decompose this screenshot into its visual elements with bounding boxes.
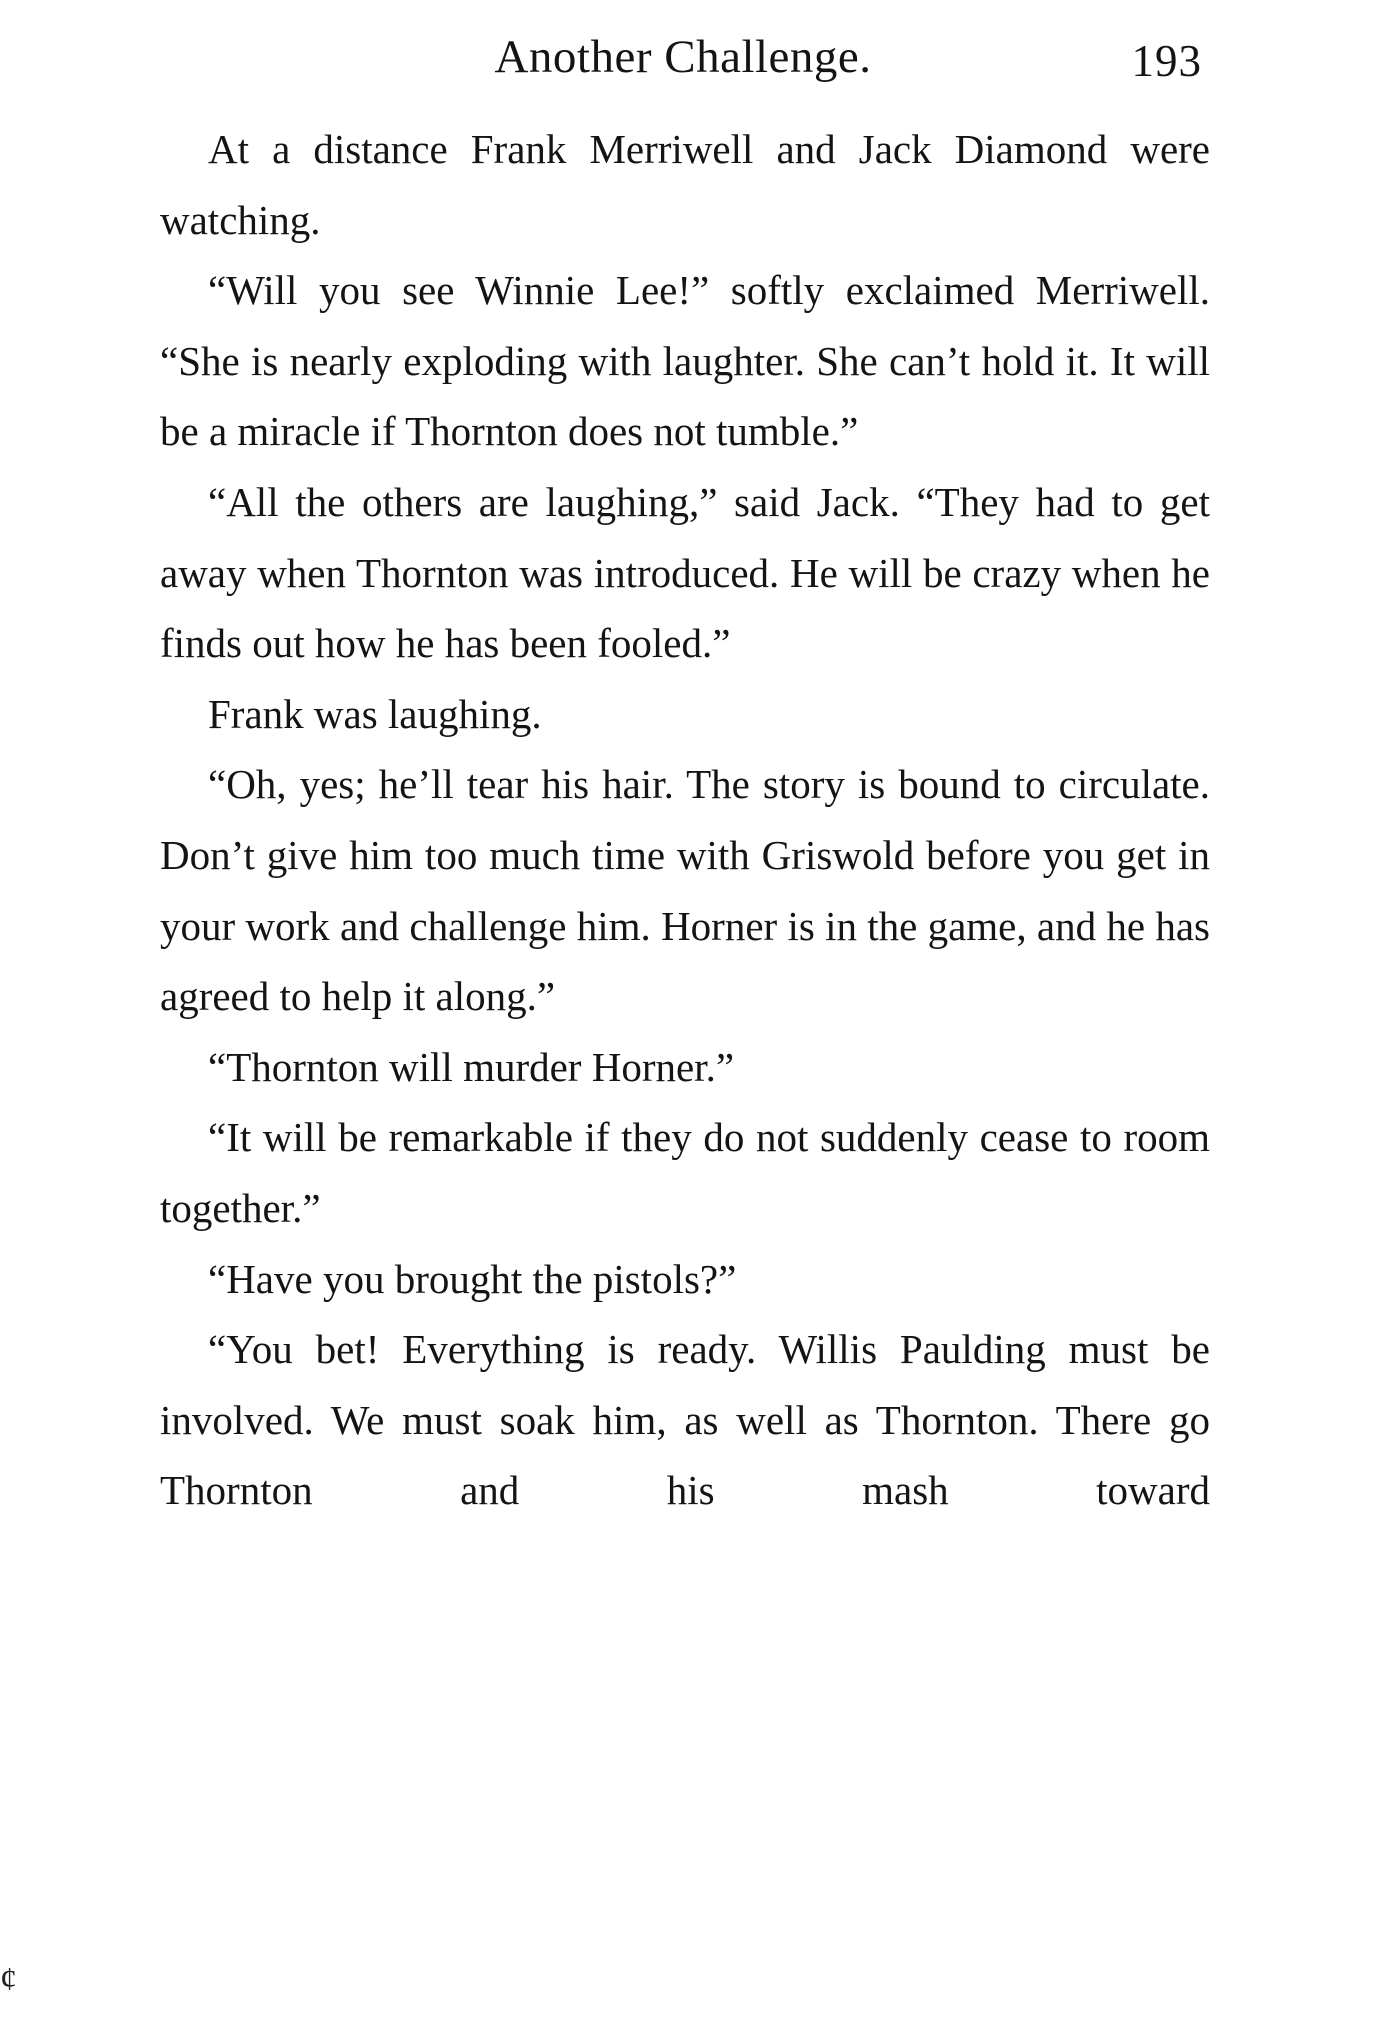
page-number: 193 bbox=[1131, 36, 1202, 86]
running-head bbox=[158, 22, 1208, 92]
paragraph: “Thornton will murder Horner.” bbox=[208, 1043, 735, 1090]
running-title: Another Challenge. bbox=[494, 31, 872, 83]
paragraph: “All the others are laughing,” said Jack. “They had to get away when Thornton was introduced. He will be crazy when he finds out how he has been fooled.” bbox=[160, 478, 1210, 667]
paragraph: At a distance Frank Merriwell and Jack Diamond were watching. bbox=[160, 126, 1210, 243]
body-text bbox=[160, 114, 1210, 1526]
paragraph: Frank was laughing. bbox=[208, 690, 542, 737]
paragraph: “It will be remarkable if they do not suddenly cease to room together.” bbox=[160, 1114, 1210, 1231]
margin-mark: ¢ bbox=[0, 1961, 17, 1998]
paragraph: “Will you see Winnie Lee!” softly exclaimed Merriwell. “She is nearly exploding with laughter. She can’t hold it. It will be a miracle if Thornton does not tumble.” bbox=[160, 267, 1210, 455]
paragraph: “Oh, yes; he’ll tear his hair. The story is bound to circulate. Don’t give him too much time with Griswold before you get in your work and challenge him. Horner is in the game, and he has agreed to help it along.” bbox=[160, 761, 1210, 1020]
paragraph-continued: “You bet! Everything is ready. Willis Paulding must be involved. We must soak him, as well as Thornton. There go Thornton and his mash toward bbox=[160, 1326, 1210, 1514]
paragraph: “Have you brought the pistols?” bbox=[208, 1255, 737, 1302]
